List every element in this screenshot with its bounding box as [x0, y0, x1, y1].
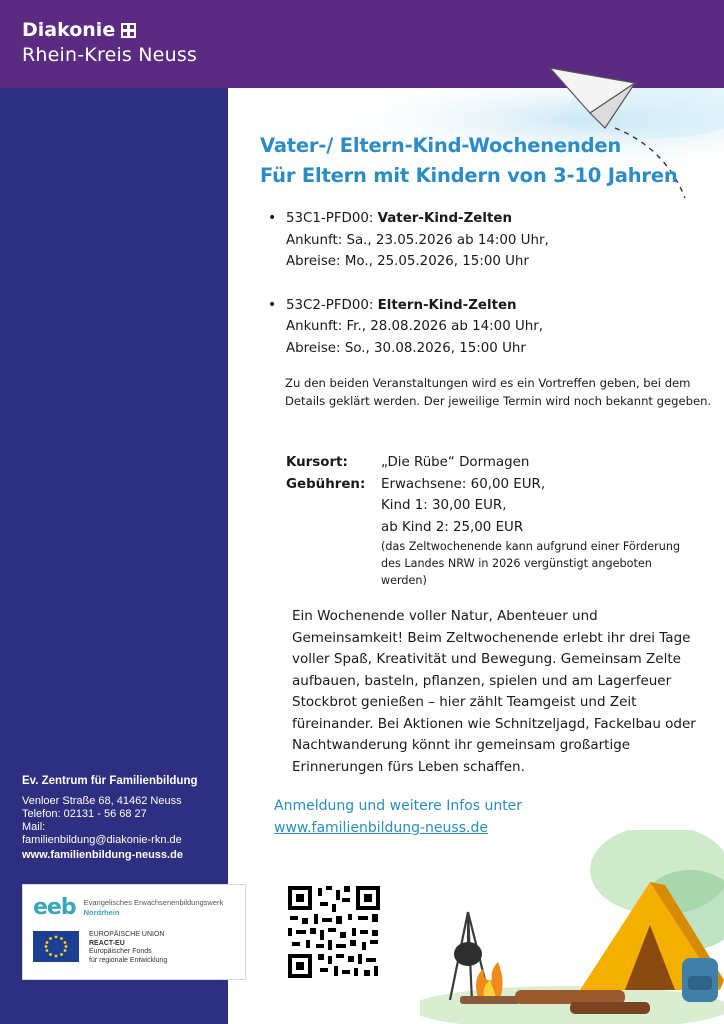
contact-address: Venloer Straße 68, 41462 Neuss [22, 795, 182, 807]
eu-line-1: EUROPÄISCHE UNION [89, 931, 165, 938]
registration-link[interactable]: www.familienbildung-neuss.de [274, 820, 488, 836]
event-heading [286, 208, 549, 230]
eeb-name: Evangelisches Erwachsenenbildungswerk [83, 897, 224, 907]
description-text: Ein Wochenende voller Natur, Abenteuer und Gemeinsamkeit! Beim Zeltwochenende erlebt ihr drei Tage voller Spaß, Kreativität und Bewegung. Gemeinsam Zelte aufbauen, basteln, pflanzen, spielen und am Lagerfeuer Stockbrot genießen – hier zählt Teamgeist und Zeit füreinander. Bei Aktionen wie Schnitzeljagd, Fackelbau oder Nachtwanderung könnt ihr gemeinsam großartige Erinnerungen fürs Leben schaffen. [292, 608, 696, 775]
event-code: 53C2-PFD00: [286, 297, 378, 313]
eeb-logo [33, 895, 223, 920]
eeb-mark: eeb [33, 895, 76, 920]
event-item [268, 208, 549, 273]
event-arrival: Ankunft: Sa., 23.05.2026 ab 14:00 Uhr, [286, 232, 549, 248]
eu-line-3: Europäischer Fonds [89, 948, 152, 955]
fee-child-1: Kind 1: 30,00 EUR, [381, 498, 507, 513]
registration-text: Anmeldung und weitere Infos unter [274, 798, 523, 814]
eu-flag-icon [33, 931, 79, 962]
location-value: „Die Rübe“ Dormagen [381, 455, 530, 470]
brand-logo [22, 20, 197, 66]
brand-name: Diakonie [22, 19, 116, 41]
title-line-2: Für Eltern mit Kindern von 3-10 Jahren [260, 164, 678, 187]
event-list [268, 208, 549, 381]
eu-logo [33, 931, 167, 965]
eu-line-2: REACT-EU [89, 939, 125, 947]
fees-row [286, 474, 681, 496]
event-name: Eltern-Kind-Zelten [377, 297, 517, 313]
qr-code[interactable] [286, 884, 382, 980]
event-departure: Abreise: Mo., 25.05.2026, 15:00 Uhr [286, 254, 529, 269]
camping-illustration [420, 830, 724, 1024]
contact-block [22, 775, 198, 862]
diakonie-cross-icon [121, 23, 136, 38]
event-code: 53C1-PFD00: [286, 211, 378, 226]
eeb-text [84, 898, 224, 918]
logs-icon [515, 990, 625, 1004]
contact-phone: Telefon: 02131 - 56 68 27 [22, 808, 147, 820]
contact-mail[interactable]: familienbildung@diakonie-rkn.de [22, 834, 182, 846]
brand-name-row [22, 20, 197, 40]
location-label: Kursort: [286, 455, 348, 470]
contact-url[interactable]: www.familienbildung-neuss.de [22, 849, 183, 861]
fee-child-2: ab Kind 2: 25,00 EUR [381, 519, 524, 535]
fee-adult: Erwachsene: 60,00 EUR, [381, 476, 546, 492]
fees-block [286, 452, 681, 589]
eeb-region: Nordrhein [83, 907, 120, 917]
fee-row-child1 [286, 495, 681, 517]
event-item [268, 295, 549, 360]
event-arrival: Ankunft: Fr., 28.08.2026 ab 14:00 Uhr, [286, 319, 544, 334]
location-row [286, 452, 681, 474]
contact-mail-label: Mail: [22, 821, 46, 833]
eu-text [89, 931, 167, 965]
page-title [260, 131, 678, 191]
contact-org: Ev. Zentrum für Familienbildung [22, 775, 198, 787]
brand-region: Rhein-Kreis Neuss [22, 44, 198, 66]
event-departure: Abreise: So., 30.08.2026, 15:00 Uhr [286, 340, 526, 356]
fee-row-child2 [286, 517, 681, 539]
event-heading [286, 295, 549, 317]
fee-footnote: (das Zeltwochenende kann aufgrund einer Förderung des Landes NRW in 2026 vergünstigt angeboten werden) [381, 540, 681, 587]
fees-label: Gebühren: [286, 476, 366, 492]
partner-logos [22, 884, 246, 980]
title-line-1: Vater-/ Eltern-Kind-Wochenenden [260, 134, 622, 157]
event-name: Vater-Kind-Zelten [377, 211, 512, 226]
pre-meeting-note: Zu den beiden Veranstaltungen wird es ein Vortreffen geben, bei dem Details geklärt werden. Der jeweilige Termin wird noch bekannt gegeben. [285, 376, 712, 408]
eu-line-4: für regionale Entwicklung [89, 956, 168, 964]
pot-icon [454, 942, 482, 966]
